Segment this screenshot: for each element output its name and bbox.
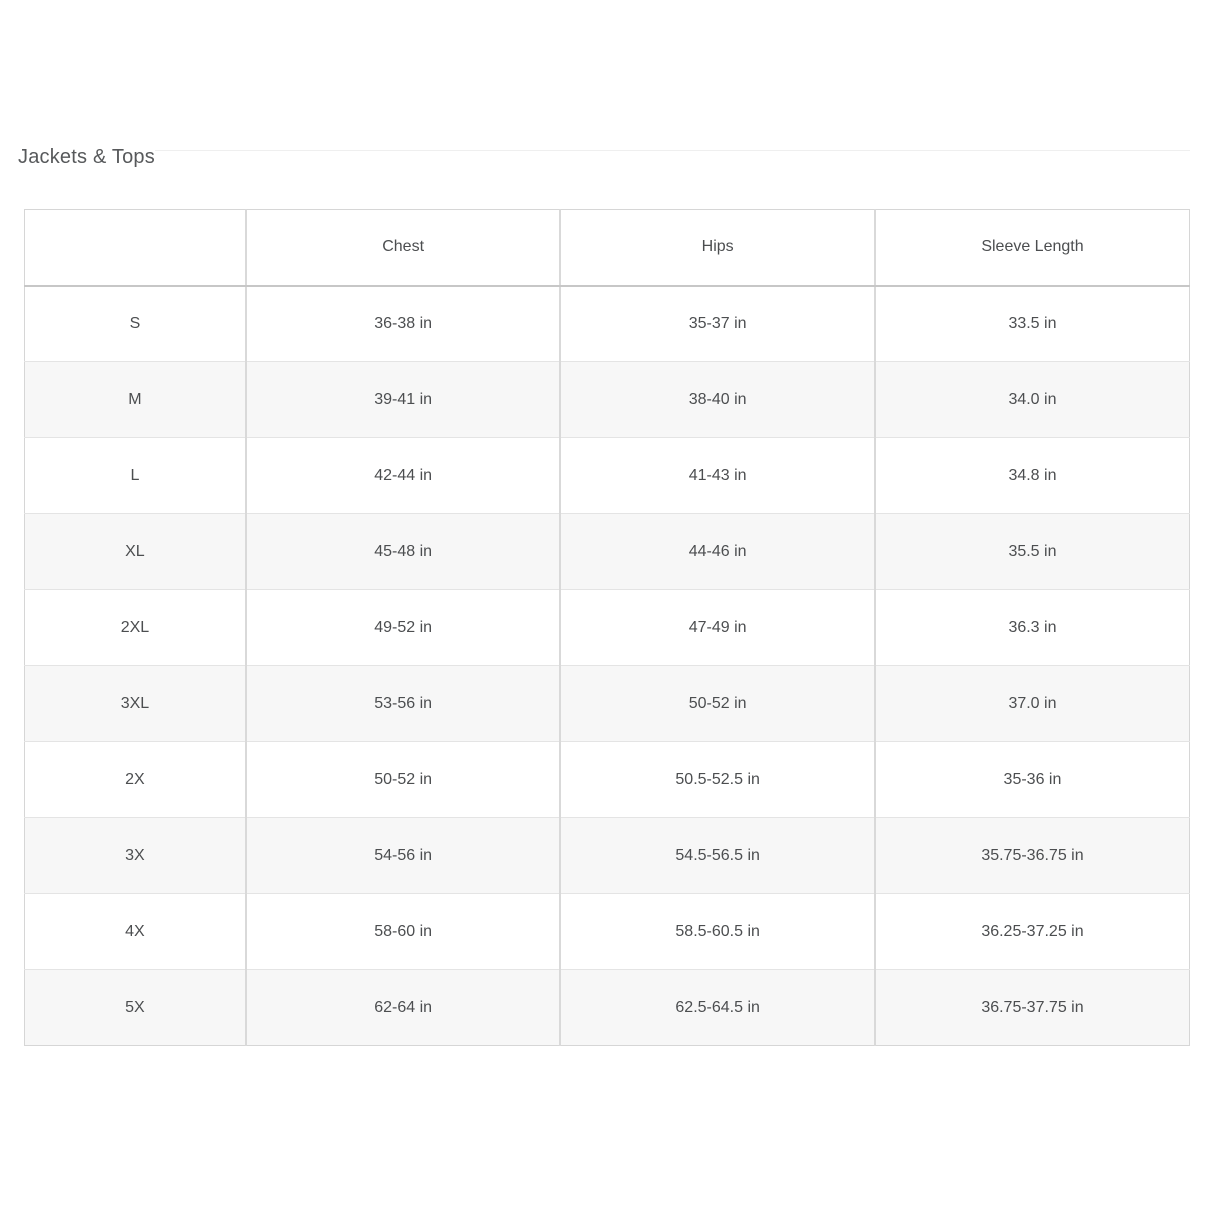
hips-cell: 62.5-64.5 in — [560, 970, 875, 1046]
table-row — [25, 970, 1190, 1046]
hips-cell: 54.5-56.5 in — [560, 818, 875, 894]
title-divider-line — [155, 150, 1190, 151]
chest-cell: 62-64 in — [246, 970, 561, 1046]
hips-cell: 58.5-60.5 in — [560, 894, 875, 970]
table-row — [25, 362, 1190, 438]
chest-cell: 42-44 in — [246, 438, 561, 514]
page-title: Jackets & Tops — [18, 146, 155, 168]
chest-cell: 54-56 in — [246, 818, 561, 894]
size-cell: S — [25, 286, 246, 362]
table-row — [25, 286, 1190, 362]
sleeve-cell: 34.8 in — [875, 438, 1190, 514]
table-row — [25, 514, 1190, 590]
size-cell: 2X — [25, 742, 246, 818]
sleeve-cell: 36.25-37.25 in — [875, 894, 1190, 970]
sleeve-cell: 33.5 in — [875, 286, 1190, 362]
size-cell: 3X — [25, 818, 246, 894]
header-hips: Hips — [560, 210, 875, 286]
chest-cell: 49-52 in — [246, 590, 561, 666]
sleeve-cell: 35.5 in — [875, 514, 1190, 590]
chest-cell: 53-56 in — [246, 666, 561, 742]
hips-cell: 47-49 in — [560, 590, 875, 666]
hips-cell: 41-43 in — [560, 438, 875, 514]
size-cell: L — [25, 438, 246, 514]
section-header — [18, 144, 1190, 170]
chest-cell: 39-41 in — [246, 362, 561, 438]
sleeve-cell: 34.0 in — [875, 362, 1190, 438]
size-cell: 4X — [25, 894, 246, 970]
hips-cell: 50-52 in — [560, 666, 875, 742]
table-header-row — [25, 210, 1190, 286]
chest-cell: 45-48 in — [246, 514, 561, 590]
header-size — [25, 210, 246, 286]
size-cell: XL — [25, 514, 246, 590]
size-cell: 3XL — [25, 666, 246, 742]
table-row — [25, 666, 1190, 742]
table-row — [25, 590, 1190, 666]
sleeve-cell: 37.0 in — [875, 666, 1190, 742]
sleeve-cell: 36.3 in — [875, 590, 1190, 666]
sleeve-cell: 35.75-36.75 in — [875, 818, 1190, 894]
header-chest: Chest — [246, 210, 561, 286]
hips-cell: 38-40 in — [560, 362, 875, 438]
hips-cell: 35-37 in — [560, 286, 875, 362]
sleeve-cell: 36.75-37.75 in — [875, 970, 1190, 1046]
hips-cell: 44-46 in — [560, 514, 875, 590]
chest-cell: 50-52 in — [246, 742, 561, 818]
hips-cell: 50.5-52.5 in — [560, 742, 875, 818]
size-cell: M — [25, 362, 246, 438]
size-cell: 2XL — [25, 590, 246, 666]
table-row — [25, 894, 1190, 970]
table-row — [25, 438, 1190, 514]
size-chart-table — [24, 209, 1190, 1046]
header-sleeve-length: Sleeve Length — [875, 210, 1190, 286]
chest-cell: 58-60 in — [246, 894, 561, 970]
table-row — [25, 742, 1190, 818]
sleeve-cell: 35-36 in — [875, 742, 1190, 818]
size-cell: 5X — [25, 970, 246, 1046]
chest-cell: 36-38 in — [246, 286, 561, 362]
table-row — [25, 818, 1190, 894]
